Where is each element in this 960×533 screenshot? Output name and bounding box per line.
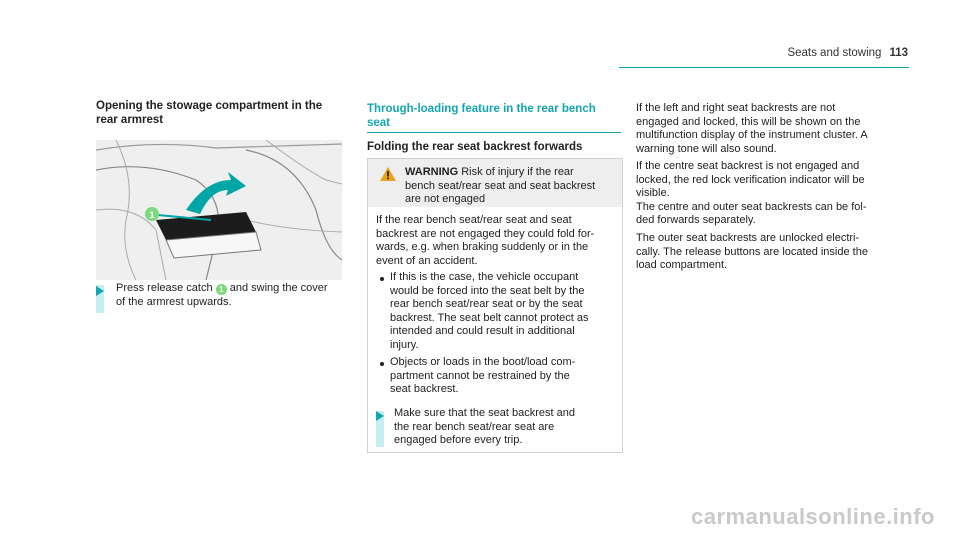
armrest-drawing bbox=[96, 140, 342, 280]
col3-line: If the centre seat backrest is not engaged and bbox=[636, 160, 860, 172]
bullet-2-line: partment cannot be restrained by the bbox=[390, 369, 570, 382]
folding-subtitle: Folding the rear seat backrest forwards bbox=[367, 141, 583, 153]
compartment-title-line2: rear armrest bbox=[96, 114, 164, 126]
compartment-title-line1: Opening the stowage compartment in the bbox=[96, 100, 323, 112]
warning-head-2: bench seat/rear seat and seat backrest bbox=[405, 179, 596, 192]
figure-callout-1: 1 bbox=[149, 210, 155, 220]
warning-p1-line: wards, e.g. when braking suddenly or in the bbox=[376, 241, 589, 253]
step-arrow-icon bbox=[376, 411, 384, 421]
bullet-dot bbox=[380, 277, 384, 281]
warning-p1-line: If the rear bench seat/rear seat and seat bbox=[376, 214, 572, 226]
armrest-illustration bbox=[96, 140, 342, 280]
col3-line: cally. The release buttons are located inside the bbox=[636, 245, 868, 258]
warning-label: WARNING bbox=[405, 166, 459, 178]
compartment-title bbox=[96, 99, 322, 127]
bullet-1-line: If this is the case, the vehicle occupant bbox=[390, 271, 579, 283]
step-text-line2: of the armrest upwards. bbox=[116, 295, 232, 308]
col3-line: visible. bbox=[636, 187, 670, 199]
watermark: carmanualsonline.info bbox=[691, 504, 935, 529]
warning-box bbox=[367, 158, 623, 453]
col3-line: ded forwards separately. bbox=[636, 214, 756, 226]
warning-heading bbox=[405, 166, 615, 207]
warning-paragraph bbox=[376, 214, 616, 268]
page-header bbox=[787, 47, 908, 59]
bullet-2-line: seat backrest. bbox=[390, 383, 459, 395]
engagement-paragraph bbox=[636, 102, 914, 156]
warning-p1-line: event of an accident. bbox=[376, 254, 478, 267]
bullet-1-line: backrest. The seat belt cannot protect as bbox=[390, 311, 589, 324]
armrest-step bbox=[116, 282, 346, 309]
col3-line: multifunction display of the instrument cluster. A bbox=[636, 129, 868, 141]
callout-1-badge: 1 bbox=[216, 284, 227, 295]
bullet-1-line: rear bench seat/rear seat or by the seat bbox=[390, 298, 583, 310]
col3-line: engaged and locked, this will be shown on the bbox=[636, 115, 861, 128]
col3-line: locked, the red lock verification indicator will be bbox=[636, 173, 865, 186]
bullet-1-line: would be forced into the seat belt by the bbox=[390, 284, 585, 297]
col3-line: warning tone will also sound. bbox=[636, 142, 777, 155]
bullet-1-line: injury. bbox=[390, 338, 419, 351]
section-rule bbox=[367, 132, 621, 133]
warning-step-line: the rear bench seat/rear seat are bbox=[394, 420, 555, 433]
warning-step-line: engaged before every trip. bbox=[394, 434, 523, 446]
warning-triangle-icon bbox=[380, 167, 396, 181]
section-title: Seats and stowing bbox=[787, 47, 882, 59]
step-text-a: Press release catch bbox=[116, 282, 213, 294]
warning-head-1: Risk of injury if the rear bbox=[461, 166, 574, 178]
col3-line: The centre and outer seat backrests can be fol- bbox=[636, 200, 867, 213]
col3-line: If the left and right seat backrests are not bbox=[636, 102, 836, 114]
warning-bullet-2 bbox=[390, 356, 616, 397]
through-loading-title-line1: Through-loading feature in the rear bench bbox=[367, 103, 596, 115]
warning-header bbox=[368, 159, 622, 207]
header-rule bbox=[619, 67, 909, 68]
warning-step-line: Make sure that the seat backrest and bbox=[394, 407, 575, 419]
warning-head-3: are not engaged bbox=[405, 193, 486, 205]
warning-p1-line: backrest are not engaged they could fold for- bbox=[376, 227, 595, 240]
bullet-dot bbox=[380, 362, 384, 366]
through-loading-title bbox=[367, 102, 596, 130]
step-text-b: and swing the cover bbox=[229, 282, 328, 294]
centre-backrest-paragraph bbox=[636, 160, 914, 228]
unlock-paragraph bbox=[636, 232, 914, 273]
bullet-1-line: intended and could result in additional bbox=[390, 325, 575, 337]
warning-step bbox=[394, 407, 616, 448]
page-number: 113 bbox=[889, 47, 908, 59]
bullet-2-line: Objects or loads in the boot/load com- bbox=[390, 356, 576, 368]
step-arrow-icon bbox=[96, 286, 104, 296]
warning-bullet-1 bbox=[390, 271, 616, 352]
through-loading-title-line2: seat bbox=[367, 117, 391, 129]
col3-line: load compartment. bbox=[636, 259, 728, 271]
col3-line: The outer seat backrests are unlocked electri- bbox=[636, 232, 860, 244]
